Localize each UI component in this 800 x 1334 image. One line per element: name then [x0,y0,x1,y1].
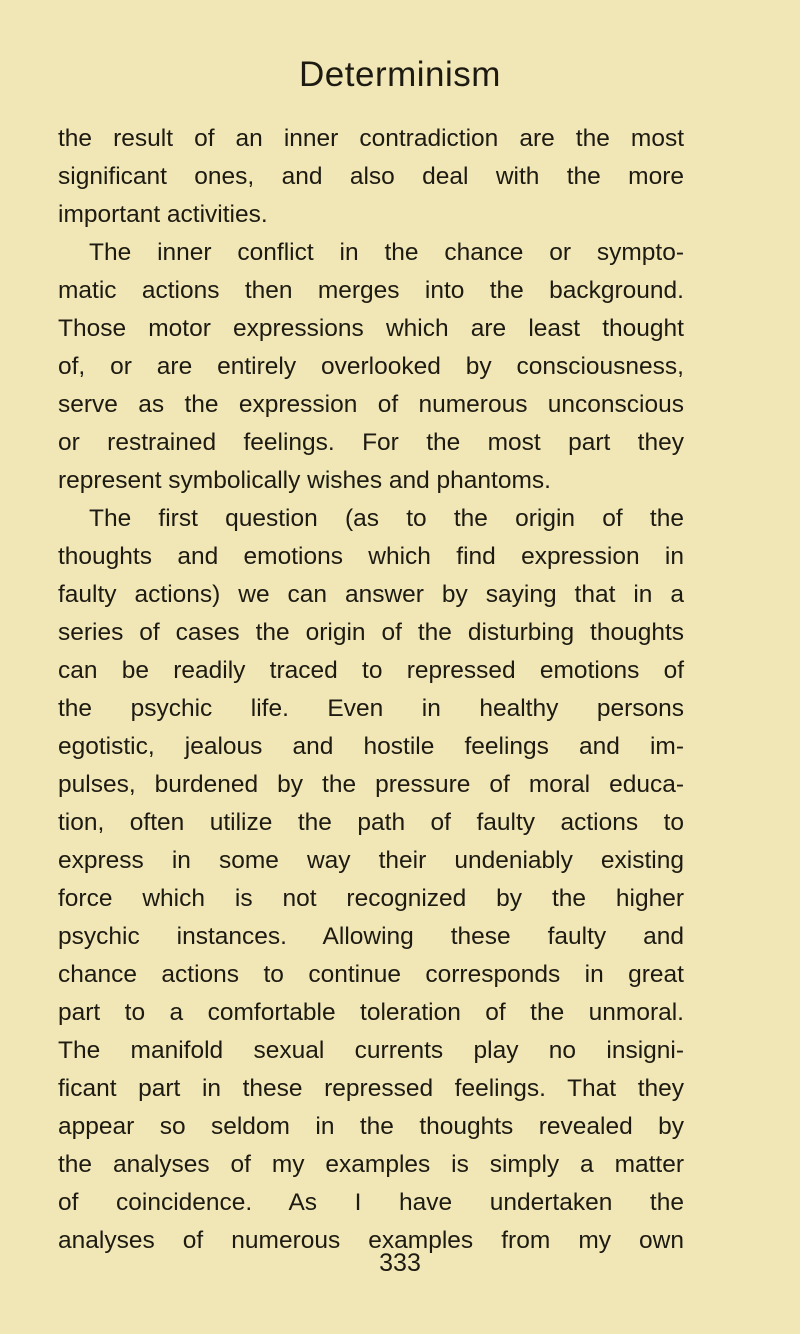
text-line: the psychic life. Even in healthy persons [58,695,684,722]
text-line: faulty actions) we can answer by saying that in a [58,581,684,608]
text-line: matic actions then merges into the background. [58,277,684,304]
text-line: the result of an inner contradiction are the most [58,125,684,152]
text-line: series of cases the origin of the disturbing thoughts [58,619,684,646]
text-line: psychic instances. Allowing these faulty and [58,923,684,950]
text-line: The manifold sexual currents play no insigni- [58,1037,684,1064]
page-number: 333 [379,1249,421,1277]
text-line: important activities. [58,201,268,228]
running-head: Determinism [299,55,501,94]
text-line: tion, often utilize the path of faulty actions to [58,809,684,836]
text-line: pulses, burdened by the pressure of moral educa- [58,771,684,798]
text-line: the analyses of my examples is simply a matter [58,1151,684,1178]
text-line: represent symbolically wishes and phantoms. [58,467,551,494]
text-line: Those motor expressions which are least thought [58,315,684,342]
text-line: The first question (as to the origin of the [89,505,684,532]
text-line: can be readily traced to repressed emotions of [58,657,684,684]
text-line: or restrained feelings. For the most part they [58,429,684,456]
text-line: serve as the expression of numerous unconscious [58,391,684,418]
text-line: express in some way their undeniably existing [58,847,684,874]
text-line: of coincidence. As I have undertaken the [58,1189,684,1216]
text-line: egotistic, jealous and hostile feelings and im- [58,733,684,760]
text-line: significant ones, and also deal with the more [58,163,684,190]
text-line: analyses of numerous examples from my own [58,1227,684,1254]
text-line: ficant part in these repressed feelings. That they [58,1075,684,1102]
text-line: thoughts and emotions which find expression in [58,543,684,570]
text-line: The inner conflict in the chance or sympto- [89,239,684,266]
text-line: part to a comfortable toleration of the unmoral. [58,999,684,1026]
text-line: force which is not recognized by the higher [58,885,684,912]
text-line: appear so seldom in the thoughts revealed by [58,1113,684,1140]
text-line: chance actions to continue corresponds in great [58,961,684,988]
body-text [58,120,684,1260]
text-line: of, or are entirely overlooked by consciousness, [58,353,684,380]
